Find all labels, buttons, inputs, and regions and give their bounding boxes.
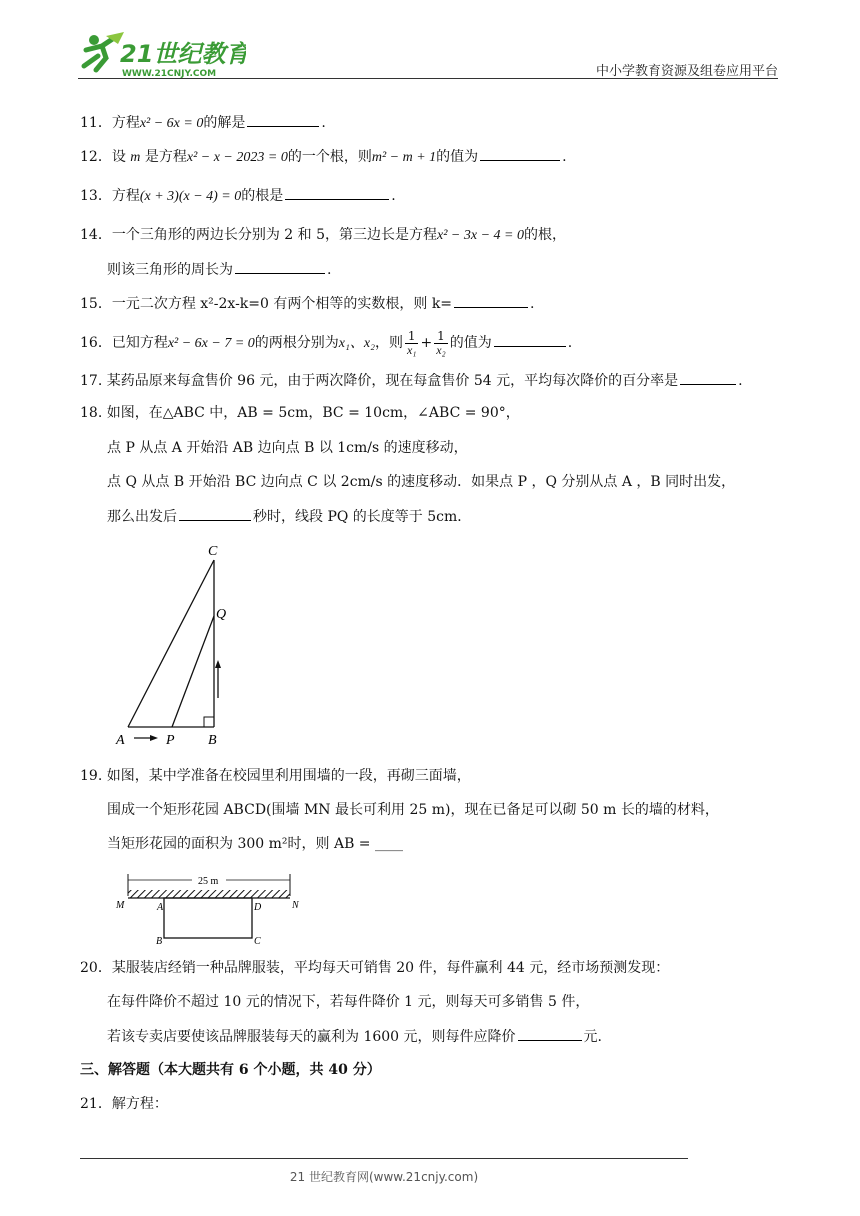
q18-line2: 点 P 从点 A 开始沿 AB 边向点 B 以 1cm/s 的速度移动， <box>107 440 468 456</box>
q12-period: . <box>562 149 567 165</box>
q13-equation: (x + 3)(x − 4) = 0 <box>139 189 242 204</box>
q13-answer-blank[interactable] <box>285 185 389 200</box>
q20-line3-pre: 若该专卖店要使该品牌服装每天的赢利为 1600 元，则每件应降价 <box>107 1029 516 1045</box>
q17-answer-blank[interactable] <box>680 370 736 385</box>
q19-number: 19. <box>80 768 103 784</box>
q16-number: 16． <box>80 335 112 351</box>
q11-answer-blank[interactable] <box>247 112 319 127</box>
q16-frac2-den <box>434 344 448 357</box>
question-14-line2 <box>107 259 331 280</box>
q16-roots: x₁、x₂ <box>338 336 375 351</box>
q16-text-mid2: ，则 <box>374 335 403 351</box>
fig18-label-b: B <box>208 733 217 748</box>
header-divider <box>78 78 778 79</box>
q18-line3: 点 Q 从点 B 开始沿 BC 边向点 C 以 2cm/s 的速度移动．如果点 P ，Q 分别从点 A ，B 同时出发， <box>107 474 736 490</box>
q12-variable: m <box>130 150 141 165</box>
q20-line2: 在每件降价不超过 10 元的情况下，若每件降价 1 元，则每天可多销售 5 件， <box>107 994 590 1010</box>
q20-line3-post: 元. <box>583 1029 602 1045</box>
question-18-line1 <box>80 403 520 423</box>
q16-frac1-den-text: x₁ <box>406 342 417 357</box>
q20-line1: 某服装店经销一种品牌服装，平均每天可销售 20 件，每件赢利 44 元，经市场预测发现： <box>111 960 670 976</box>
footer-divider <box>80 1158 688 1159</box>
question-20-line1 <box>80 958 669 978</box>
q12-text-mid2: 的一个根，则 <box>287 149 372 165</box>
q12-text-post: 的值为 <box>436 149 479 165</box>
question-16: 16．已知方程x² − 6x − 7 = 0的两根分别为x₁、x₂，则 $\frac{1}{\text{x₁}}$ + $\frac{1}{\text{x₂}}$ 的值为 . <box>80 328 573 357</box>
figure-triangle-abc <box>110 540 240 750</box>
q14-text: 一个三角形的两边长分别为 2 和 5，第三边长是方程 <box>111 227 437 243</box>
q19-line2: 围成一个矩形花园 ABCD(围墙 MN 最长可利用 25 m)，现在已备足可以砌 50 m 长的墙的材料， <box>107 802 719 818</box>
q16-period: . <box>567 335 573 351</box>
fig19-label-d: D <box>254 902 262 913</box>
q21-number: 21． <box>80 1096 112 1112</box>
question-14-line1 <box>80 225 566 246</box>
q11-text: 方程 <box>111 115 140 131</box>
q11-period: . <box>321 115 326 131</box>
q12-text-mid: 是方程 <box>144 149 187 165</box>
logo-text: 21世纪教育 <box>120 40 246 68</box>
footer-text[interactable]: 21 世纪教育网(www.21cnjy.com) <box>289 1170 479 1184</box>
q14-line2-text: 则该三角形的周长为 <box>107 262 233 278</box>
question-18-line3 <box>107 472 735 492</box>
q16-fraction-2 <box>434 330 448 357</box>
q17-number: 17. <box>80 373 103 389</box>
q12-text: 设 <box>111 149 126 165</box>
q14-text-post: 的根， <box>523 227 566 243</box>
question-18-line2 <box>107 438 468 458</box>
q12-answer-blank[interactable] <box>480 146 560 161</box>
q16-equation: x² − 6x − 7 = 0 <box>167 336 255 351</box>
fig19-label-c: C <box>254 936 261 947</box>
q15-text: 一元二次方程 x²-2x-k=0 有两个相等的实数根，则 k= <box>111 296 453 312</box>
fig18-label-a: A <box>116 733 125 748</box>
q12-number: 12． <box>80 149 112 165</box>
header-platform-text: 中小学教育资源及组卷应用平台 <box>595 64 778 79</box>
logo-url: WWW.21CNJY.COM <box>122 69 217 79</box>
question-12 <box>80 146 567 168</box>
q13-text: 方程 <box>111 188 140 204</box>
fig19-label-m: M <box>116 900 125 911</box>
q21-text: 解方程： <box>111 1096 168 1112</box>
q15-number: 15． <box>80 296 112 312</box>
question-21 <box>80 1094 168 1114</box>
question-13 <box>80 185 396 207</box>
q19-line3: 当矩形花园的面积为 300 m²时，则 AB = ____ <box>107 836 403 852</box>
fig19-label-n: N <box>292 900 299 911</box>
q14-answer-blank[interactable] <box>235 259 325 274</box>
q18-line1: 如图，在△ABC 中，AB = 5cm，BC = 10cm，∠ABC = 90°， <box>106 405 520 421</box>
q16-text: 已知方程 <box>111 335 168 351</box>
q16-frac2-den-text: x₂ <box>436 342 446 357</box>
q14-number: 14． <box>80 227 112 243</box>
question-19-line2 <box>107 800 719 820</box>
q16-frac1-num: 1 <box>405 330 419 344</box>
q11-number: 11． <box>80 115 112 131</box>
q16-frac2-num: 1 <box>434 330 448 344</box>
q17-period: . <box>738 373 743 389</box>
q16-text-mid: 的两根分别为 <box>254 335 339 351</box>
q13-number: 13． <box>80 188 112 204</box>
q16-text-post: 的值为 <box>449 335 492 351</box>
q14-period: . <box>327 262 332 278</box>
question-15 <box>80 293 535 314</box>
question-19-line1 <box>80 766 471 786</box>
fig18-label-q: Q <box>216 607 227 622</box>
q20-answer-blank[interactable] <box>518 1026 582 1041</box>
question-20-line3 <box>107 1026 602 1047</box>
q16-answer-blank[interactable] <box>494 332 566 347</box>
q20-number: 20． <box>80 960 112 976</box>
figure-garden <box>112 866 308 950</box>
fig19-wall-length: 25 m <box>198 876 219 887</box>
q18-answer-blank[interactable] <box>179 506 251 521</box>
q15-answer-blank[interactable] <box>454 293 528 308</box>
q11-text-post: 的解是 <box>203 115 246 131</box>
q14-equation: x² − 3x − 4 = 0 <box>437 228 524 243</box>
section-3-heading: 三、解答题（本大题共有 6 个小题，共 40 分） <box>80 1062 381 1078</box>
q16-fraction-1 <box>405 330 419 357</box>
q13-period: . <box>391 188 396 204</box>
q15-period: . <box>530 296 535 312</box>
q16-frac1-den <box>405 344 419 357</box>
question-18-line4 <box>107 506 471 527</box>
q18-number: 18. <box>80 405 103 421</box>
q18-line4-post: 秒时，线段 PQ 的长度等于 5cm． <box>253 509 472 525</box>
fig19-label-a: A <box>157 902 164 913</box>
q11-equation: x² − 6x = 0 <box>139 116 204 131</box>
question-19-line3 <box>107 834 403 854</box>
question-11 <box>80 112 326 134</box>
q12-equation: x² − x − 2023 = 0 <box>186 150 288 165</box>
fig19-label-b: B <box>156 936 163 947</box>
q12-expression: m² − m + 1 <box>371 150 437 165</box>
question-17 <box>80 370 743 391</box>
q13-text-post: 的根是 <box>241 188 284 204</box>
fig18-label-c: C <box>208 544 218 559</box>
fig18-label-p: P <box>166 733 175 748</box>
q17-text: 某药品原来每盒售价 96 元，由于两次降价，现在每盒售价 54 元，平均每次降价的百分率是 <box>106 373 679 389</box>
site-logo <box>76 30 246 80</box>
q18-line4-pre: 那么出发后 <box>107 509 177 525</box>
question-20-line2 <box>107 992 589 1012</box>
q19-line1: 如图，某中学准备在校园里利用围墙的一段，再砌三面墙， <box>106 768 471 784</box>
